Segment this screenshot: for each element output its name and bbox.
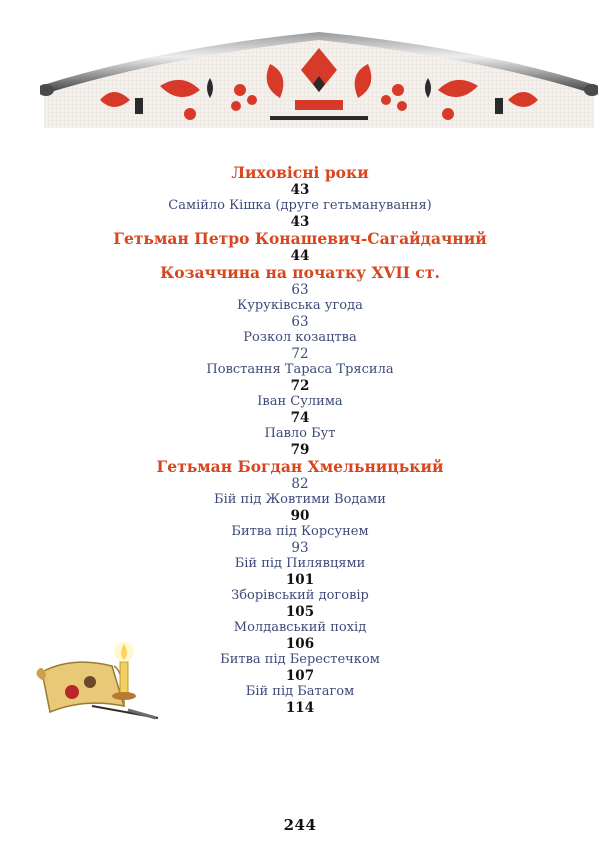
toc-page-number: 101	[285, 572, 315, 588]
toc-item: Зборівський договір	[231, 588, 369, 603]
toc-page-number: 63	[291, 282, 309, 298]
toc-page-number: 107	[285, 668, 315, 684]
toc-page-number: 44	[290, 248, 310, 264]
toc-item: Бій під Пилявцями	[234, 556, 366, 571]
toc-page-number: 63	[291, 314, 309, 330]
toc-item: Куруківська угода	[237, 298, 363, 313]
toc-section-title: Лиховісні роки	[231, 163, 369, 182]
scroll-candle-illustration	[32, 632, 162, 728]
toc-section-title: Гетьман Богдан Хмельницький	[156, 457, 444, 476]
toc-page-number: 90	[290, 508, 310, 524]
toc-item: Бій під Жовтими Водами	[214, 492, 386, 507]
toc-item: Самійло Кішка (друге гетьманування)	[168, 198, 432, 213]
toc-page-number: 106	[285, 636, 315, 652]
toc-section-title: Козаччина на початку XVII ст.	[160, 263, 440, 282]
toc-page-number: 105	[285, 604, 315, 620]
page-number: 244	[283, 816, 317, 834]
toc-item: Молдавський похід	[233, 620, 367, 635]
toc-page-number: 114	[285, 700, 315, 716]
toc-item: Битва під Берестечком	[220, 652, 380, 667]
toc-item: Повстання Тараса Трясила	[206, 362, 394, 377]
toc-page-number: 74	[290, 410, 310, 426]
toc-page-number: 72	[290, 378, 310, 394]
toc-item: Битва під Корсунем	[231, 524, 369, 539]
toc-page-number: 82	[291, 476, 309, 492]
toc-item: Павло Бут	[264, 426, 336, 441]
toc-page-number: 93	[291, 540, 309, 556]
toc-item: Бій під Батагом	[245, 684, 355, 699]
embroidered-towel-banner	[40, 28, 598, 130]
toc-page-number: 43	[290, 214, 310, 230]
toc-item: Розкол козацтва	[243, 330, 357, 345]
toc-item: Іван Сулима	[257, 394, 343, 409]
toc-page-number: 72	[291, 346, 309, 362]
toc-section-title: Гетьман Петро Конашевич-Сагайдачний	[113, 229, 487, 248]
toc-page-number: 79	[290, 442, 310, 458]
toc-page-number: 43	[290, 182, 310, 198]
